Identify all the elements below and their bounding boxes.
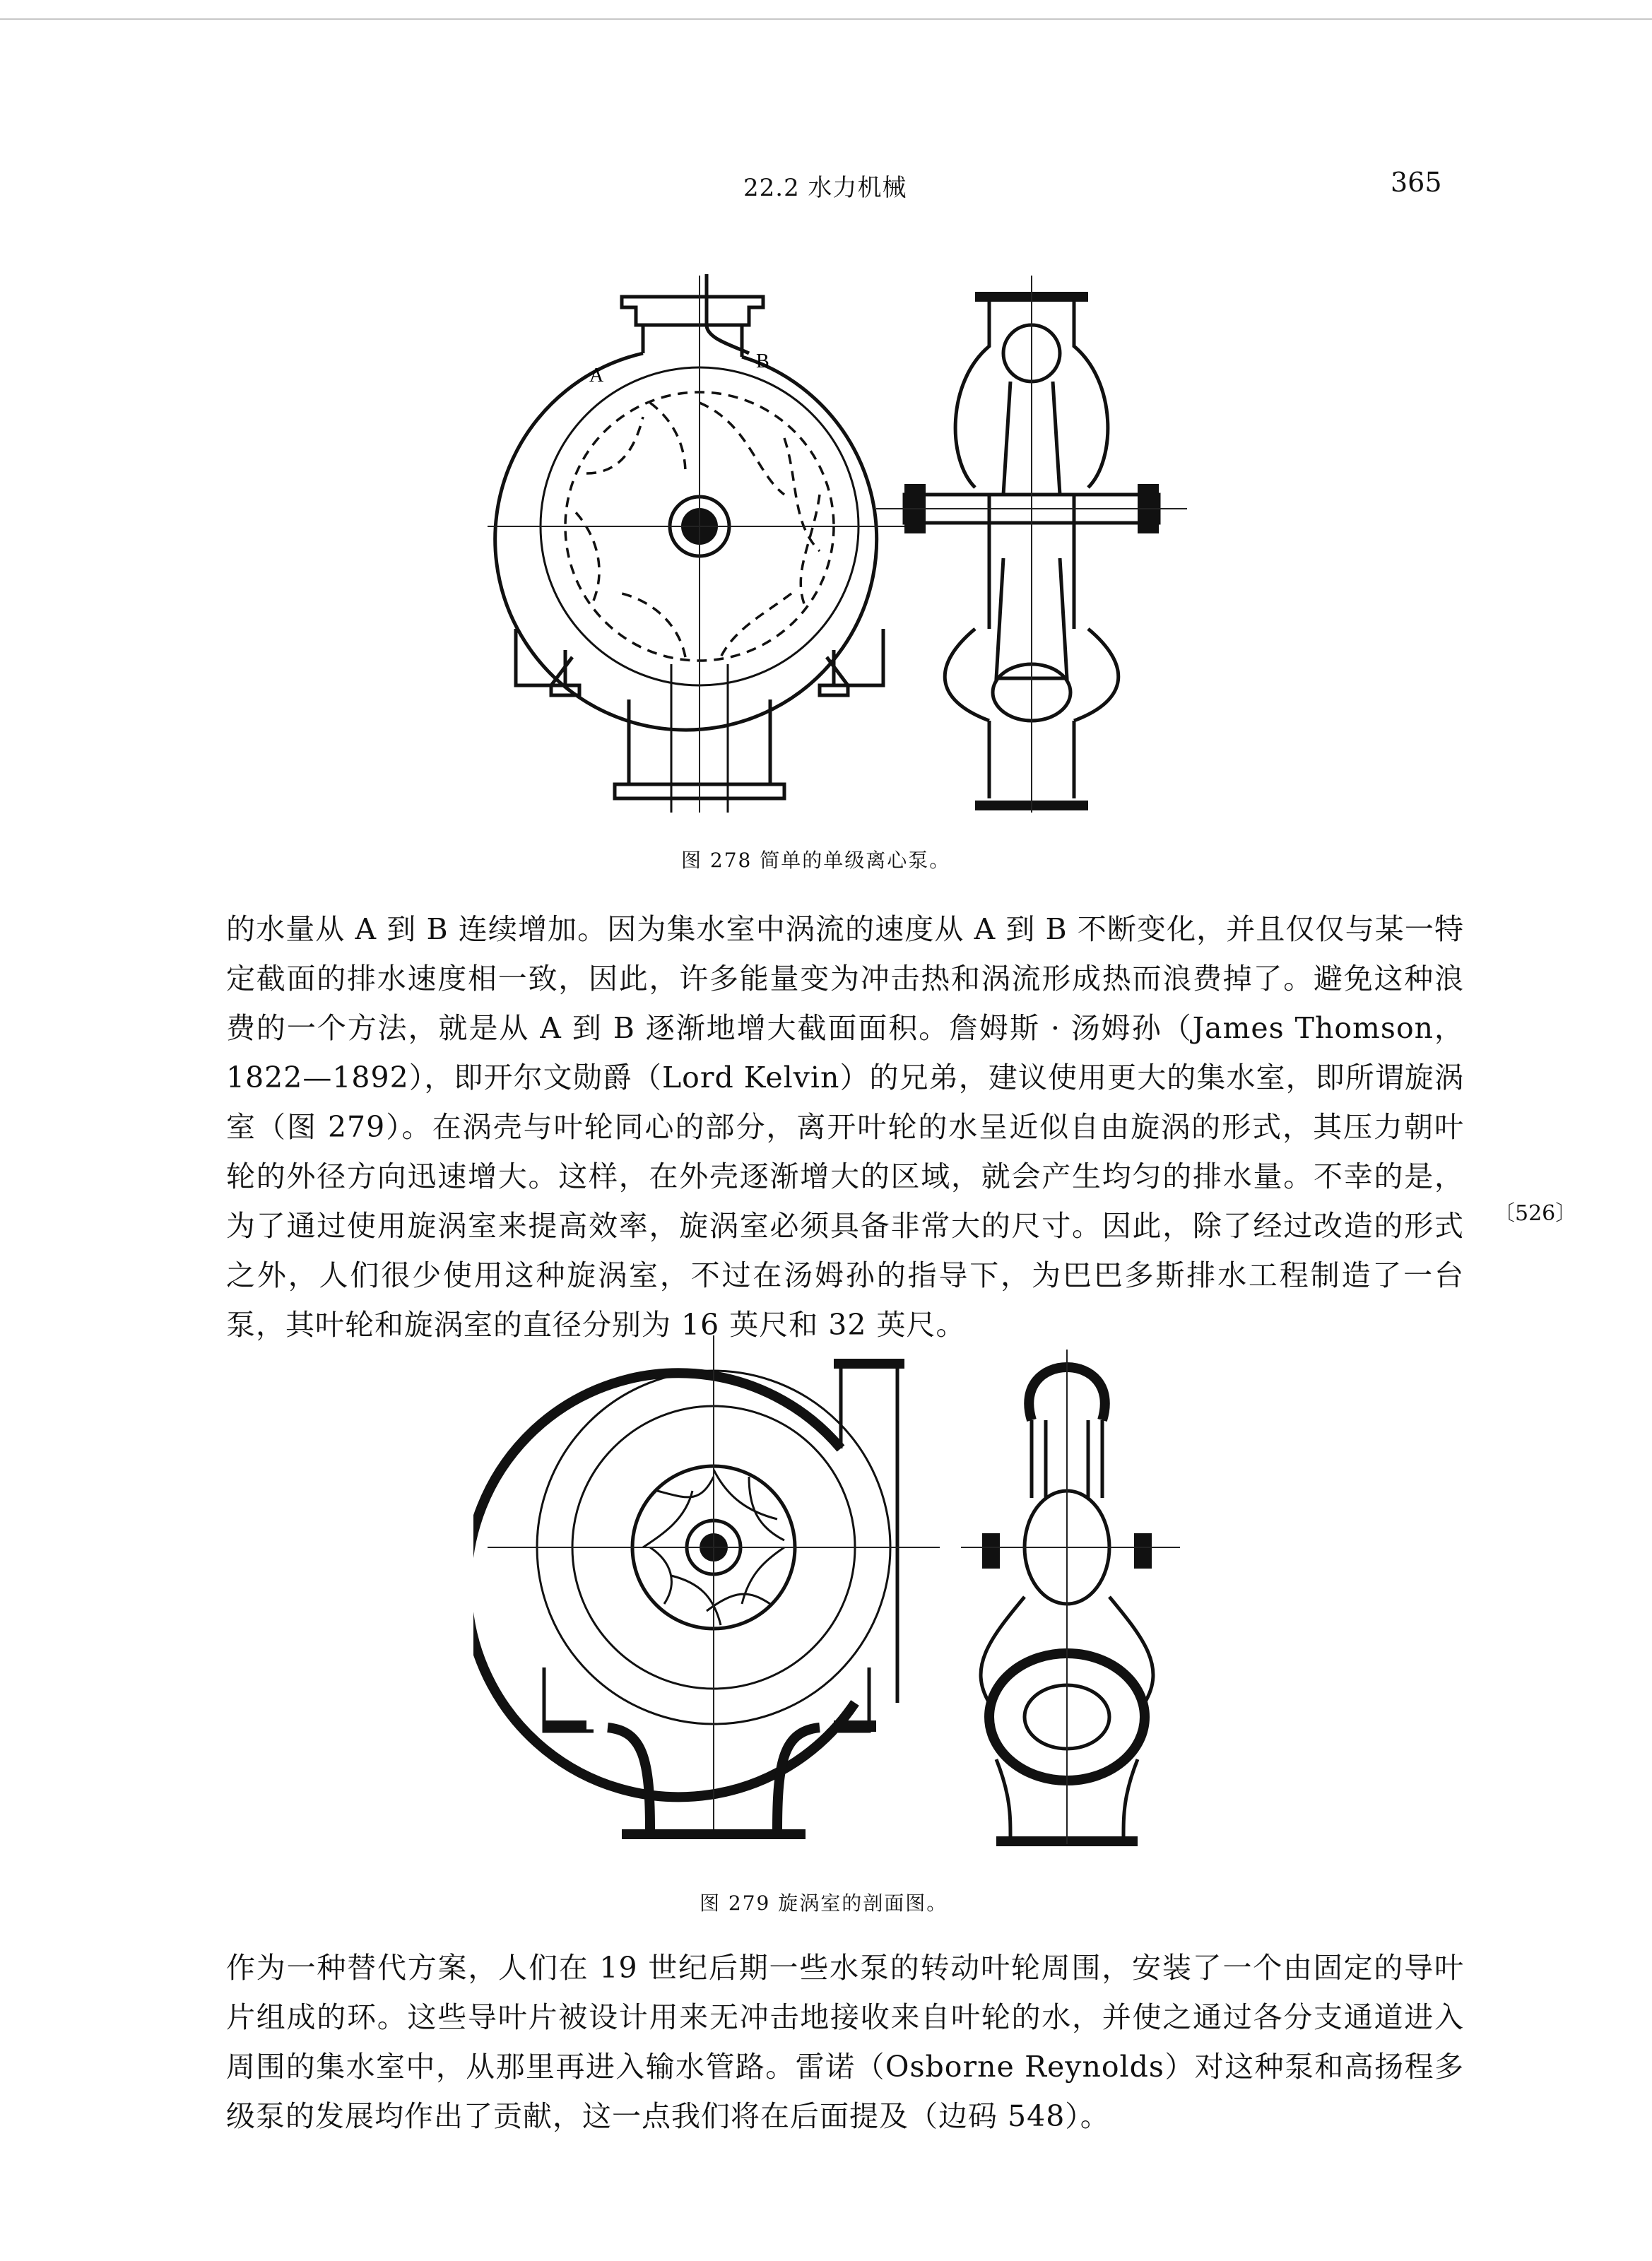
paragraph-2: 作为一种替代方案，人们在 19 世纪后期一些水泵的转动叶轮周围，安装了一个由固定的导叶片组成的环。这些导叶片被设计用来无冲击地接收来自叶轮的水，并使之通过各分支通道进入周围的集水室中，从那里再进入输水管路。雷诺（Osborne Reynolds）对这种泵和高扬程多级泵的发展均作出了贡献，这一点我们将在后面提及（边码 548）。 bbox=[226, 1951, 1464, 2133]
running-header: 22.2 水力机械 bbox=[743, 174, 907, 202]
figure-279-caption: 图 279 旋涡室的剖面图。 bbox=[700, 1891, 948, 1915]
figure-278-centrifugal-pump-drawing bbox=[452, 261, 1229, 827]
label-a: A bbox=[589, 365, 604, 386]
page-number: 365 bbox=[1391, 167, 1442, 198]
vortex-chamber-side-section bbox=[961, 1350, 1180, 1844]
paragraph-1: 的水量从 A 到 B 连续增加。因为集水室中涡流的速度从 A 到 B 不断变化，并且仅仅与某一特定截面的排水速度相一致，因此，许多能量变为冲击热和涡流形成热而浪费掉了。避免这种浪费的一个方法，就是从 A 到 B 逐渐地增大截面面积。詹姆斯 · 汤姆孙（James Thomson，1822—1892），即开尔文勋爵（Lord Kelvin）的兄弟，建议使用更大的集水室，即所谓旋涡室（图 279）。在涡壳与叶轮同心的部分，离开叶轮的水呈近似自由旋涡的形式，其压力朝叶轮的外径方向迅速增大。这样，在外壳逐渐增大的区域，就会产生均匀的排水量。不幸的是，为了通过使用旋涡室来提高效率，旋涡室必须具备非常大的尺寸。因此，除了经过改造的形式之外，人们很少使用这种旋涡室，不过在汤姆孙的指导下，为巴巴多斯排水工程制造了一台泵，其叶轮和旋涡室的直径分别为 16 英尺和 32 英尺。 bbox=[226, 912, 1465, 1342]
vortex-chamber-front-view bbox=[473, 1335, 940, 1834]
figure-279-vortex-chamber-drawing bbox=[473, 1335, 1237, 1872]
top-rule bbox=[0, 18, 1652, 20]
label-b: B bbox=[756, 350, 769, 372]
figure-278-caption: 图 278 简单的单级离心泵。 bbox=[681, 849, 951, 872]
pump-front-view bbox=[488, 274, 911, 813]
margin-note: 〔526〕 bbox=[1494, 1201, 1577, 1226]
pump-side-section bbox=[876, 276, 1187, 813]
